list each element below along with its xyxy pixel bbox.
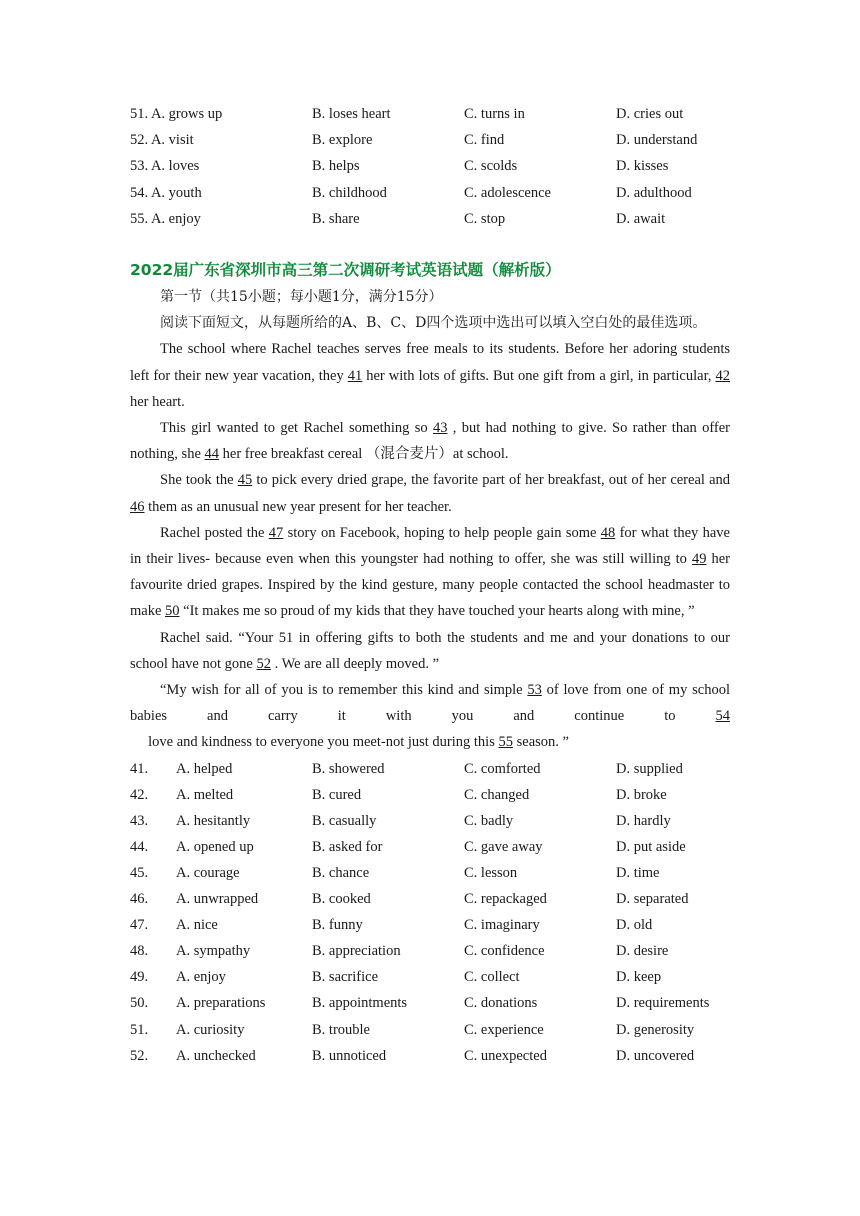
blank-41: 41 bbox=[347, 367, 363, 384]
blank-52: 52 bbox=[256, 655, 271, 672]
option-b: B. childhood bbox=[312, 184, 387, 201]
option-d: D. adulthood bbox=[616, 184, 692, 201]
question-number: 44. bbox=[130, 838, 149, 855]
option-a: A. melted bbox=[176, 786, 234, 803]
question-number: 42. bbox=[130, 786, 149, 803]
blank-44: 44 bbox=[204, 446, 220, 463]
question-number: 47. bbox=[130, 917, 149, 934]
option-c: C. repackaged bbox=[464, 891, 547, 908]
option-row bbox=[130, 153, 730, 179]
passage-paragraph-2: This girl wanted to get Rachel something so 43 , but had nothing to give. So rather than offer nothing, she 44 her free breakfast cereal （混合麦片）at school. bbox=[130, 419, 731, 463]
option-c: C. experience bbox=[464, 1021, 544, 1038]
question-number: 45. bbox=[130, 864, 149, 881]
question-row bbox=[130, 964, 730, 990]
option-c: C. imaginary bbox=[464, 917, 540, 934]
section-subtitle: 第一节（共15小题；每小题1分，满分15分） bbox=[160, 288, 443, 305]
option-c: C. comforted bbox=[464, 760, 541, 777]
option-b: B. explore bbox=[312, 132, 373, 149]
option-row bbox=[130, 180, 730, 206]
option-d: D. time bbox=[616, 864, 660, 881]
option-b: B. share bbox=[312, 210, 360, 227]
question-row bbox=[130, 834, 730, 860]
question-row bbox=[130, 990, 730, 1016]
option-d: D. uncovered bbox=[616, 1047, 695, 1064]
option-b: B. showered bbox=[312, 760, 385, 777]
option-c: C. unexpected bbox=[464, 1047, 547, 1064]
option-c: C. scolds bbox=[464, 158, 518, 175]
option-a: A. sympathy bbox=[176, 943, 251, 960]
option-b: B. funny bbox=[312, 917, 363, 934]
blank-54: 54 bbox=[715, 708, 730, 725]
blank-50: 50 bbox=[165, 603, 180, 620]
option-a: A. preparations bbox=[176, 995, 266, 1012]
option-c: C. donations bbox=[464, 995, 538, 1012]
option-d: D. keep bbox=[616, 969, 662, 986]
question-number: 46. bbox=[130, 891, 149, 908]
top-options-list bbox=[130, 101, 730, 232]
question-number: 50. bbox=[130, 995, 149, 1012]
passage-paragraph-6: “My wish for all of you is to remember this kind and simple 53 of love from one of my school babies and carry it with you and continue to 54 love and kindness to everyone you meet-not just during this 55 season. ” bbox=[130, 681, 730, 751]
option-c: C. stop bbox=[464, 210, 506, 227]
option-d: D. requirements bbox=[616, 995, 710, 1012]
question-row bbox=[130, 860, 730, 886]
option-a: A. curiosity bbox=[176, 1021, 245, 1038]
option-c: C. badly bbox=[464, 812, 514, 829]
option-a: 51. A. grows up bbox=[130, 106, 223, 122]
blank-53: 53 bbox=[527, 681, 542, 698]
option-a: 52. A. visit bbox=[130, 132, 194, 149]
question-number: 48. bbox=[130, 943, 149, 960]
blank-42: 42 bbox=[715, 367, 730, 384]
passage-paragraph-3: She took the 45 to pick every dried grape, the favorite part of her breakfast, out of her cereal and 46 them as an unusual new year present for her teacher. bbox=[130, 472, 731, 515]
option-c: C. confidence bbox=[464, 943, 545, 960]
option-d: D. hardly bbox=[616, 812, 671, 829]
option-c: C. find bbox=[464, 132, 505, 149]
option-d: D. separated bbox=[616, 891, 689, 908]
option-a: A. helped bbox=[176, 760, 233, 777]
option-d: D. generosity bbox=[616, 1021, 695, 1038]
option-d: D. supplied bbox=[616, 760, 683, 777]
option-a: A. unchecked bbox=[176, 1047, 256, 1064]
option-b: B. casually bbox=[312, 812, 377, 829]
option-d: D. old bbox=[616, 917, 653, 934]
option-a: A. opened up bbox=[176, 838, 254, 855]
blank-46: 46 bbox=[130, 498, 145, 515]
option-a: 53. A. loves bbox=[130, 158, 200, 175]
passage-paragraph-1: The school where Rachel teaches serves free meals to its students. Before her adoring students left for their new year vacation, they 41 her with lots of gifts. But one gift from a girl, in particular, 42 her heart. bbox=[130, 341, 730, 410]
option-b: B. unnoticed bbox=[312, 1047, 387, 1064]
question-number: 51. bbox=[130, 1021, 149, 1038]
section-title: 2022届广东省深圳市高三第二次调研考试英语试题（解析版） bbox=[130, 260, 561, 279]
option-c: C. turns in bbox=[464, 106, 525, 122]
option-d: D. put aside bbox=[616, 838, 686, 855]
option-c: C. changed bbox=[464, 786, 530, 803]
question-row bbox=[130, 912, 730, 938]
blank-48: 48 bbox=[600, 524, 616, 541]
option-a: 55. A. enjoy bbox=[130, 210, 201, 227]
option-b: B. loses heart bbox=[312, 106, 391, 122]
passage-paragraph-4: Rachel posted the 47 story on Facebook, hoping to help people gain some 48 for what they have in their lives- because even when this youngster had nothing to offer, she was still willing to 49 her favourite dried grapes. Inspired by the kind gesture, many people contacted the school headmaster to make 50 “It makes me so proud of my kids that they have touched your hearts along with mine, ” bbox=[130, 524, 731, 620]
option-b: B. cured bbox=[312, 786, 362, 803]
question-row bbox=[130, 938, 730, 964]
question-row bbox=[130, 756, 730, 782]
option-b: B. sacrifice bbox=[312, 969, 379, 986]
question-row bbox=[130, 1017, 730, 1043]
option-b: B. chance bbox=[312, 864, 370, 881]
option-c: C. lesson bbox=[464, 864, 518, 881]
blank-49: 49 bbox=[691, 550, 707, 567]
question-row bbox=[130, 886, 730, 912]
option-c: C. adolescence bbox=[464, 184, 551, 201]
option-row bbox=[130, 206, 730, 232]
option-d: D. await bbox=[616, 210, 666, 227]
question-number: 43. bbox=[130, 812, 149, 829]
question-number: 41. bbox=[130, 760, 149, 777]
option-a: A. hesitantly bbox=[176, 812, 251, 829]
option-b: B. cooked bbox=[312, 891, 371, 908]
instructions: 阅读下面短文，从每题所给的A、B、C、D四个选项中选出可以填入空白处的最佳选项。 bbox=[160, 315, 707, 332]
option-a: A. courage bbox=[176, 864, 240, 881]
option-a: A. unwrapped bbox=[176, 891, 259, 908]
blank-47: 47 bbox=[268, 524, 284, 541]
option-b: B. appreciation bbox=[312, 943, 401, 960]
option-a: 54. A. youth bbox=[130, 184, 202, 201]
option-b: B. appointments bbox=[312, 995, 408, 1012]
option-b: B. helps bbox=[312, 158, 360, 175]
blank-55: 55 bbox=[498, 734, 513, 751]
option-d: D. understand bbox=[616, 132, 698, 149]
blank-45: 45 bbox=[237, 472, 253, 489]
option-d: D. cries out bbox=[616, 106, 684, 122]
question-options-list bbox=[130, 756, 730, 1069]
question-row bbox=[130, 1043, 730, 1069]
option-b: B. asked for bbox=[312, 838, 383, 855]
question-number: 52. bbox=[130, 1047, 149, 1064]
option-row bbox=[130, 101, 730, 127]
option-d: D. broke bbox=[616, 786, 667, 803]
option-a: A. enjoy bbox=[176, 969, 226, 986]
passage-paragraph-5: Rachel said. “Your 51 in offering gifts to both the students and me and your donations to our school have not gone 52 . We are all deeply moved. ” bbox=[130, 629, 730, 672]
question-number: 49. bbox=[130, 969, 149, 986]
option-a: A. nice bbox=[176, 917, 218, 934]
option-d: D. kisses bbox=[616, 158, 669, 175]
page-content bbox=[130, 101, 730, 1069]
option-c: C. collect bbox=[464, 969, 520, 986]
option-c: C. gave away bbox=[464, 838, 543, 855]
option-d: D. desire bbox=[616, 943, 669, 960]
question-row bbox=[130, 782, 730, 808]
blank-43: 43 bbox=[432, 419, 448, 436]
question-row bbox=[130, 808, 730, 834]
option-row bbox=[130, 127, 730, 153]
option-b: B. trouble bbox=[312, 1021, 370, 1038]
